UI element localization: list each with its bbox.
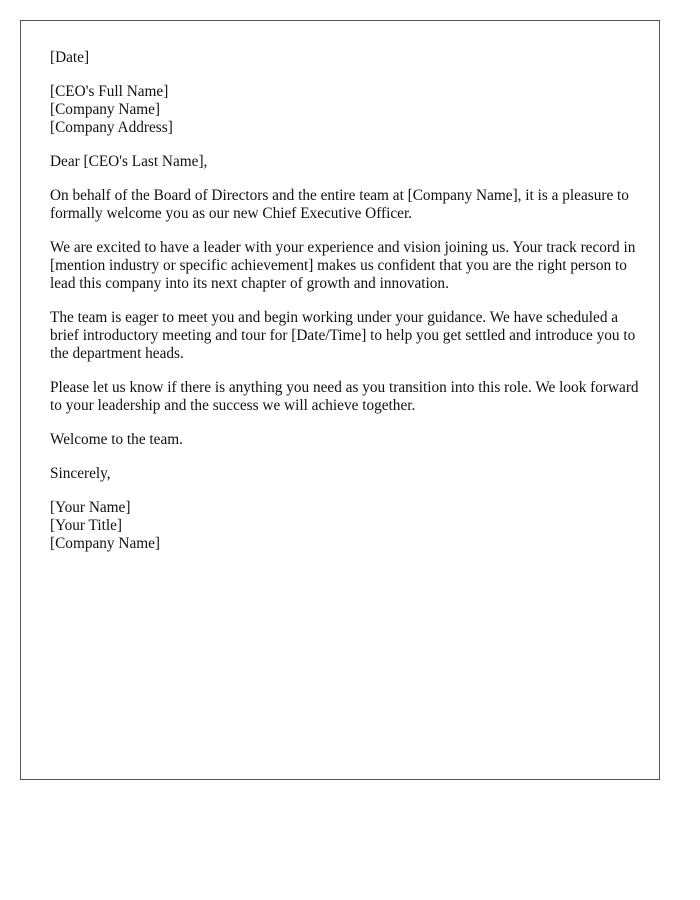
signature-title: [Your Title] [50, 517, 122, 534]
salutation-text: Dear [CEO's Last Name], [50, 153, 208, 170]
signature-name: [Your Name] [50, 499, 131, 516]
paragraph-meeting: The team is eager to meet you and begin working under your guidance. We have scheduled a brief introductory meeting and tour for [Date/Time] to help you get settled and introduce you to the department heads. [50, 309, 636, 362]
signature-company: [Company Name] [50, 535, 161, 552]
paragraph-welcome: On behalf of the Board of Directors and the entire team at [Company Name], it is a pleasure to formally welcome you as our new Chief Executive Officer. [50, 187, 629, 222]
letter-body [50, 49, 640, 569]
recipient-name: [CEO's Full Name] [50, 83, 169, 100]
letter-page [20, 20, 660, 780]
recipient-address: [Company Address] [50, 119, 173, 136]
letter-date: [Date] [50, 49, 90, 66]
signature-block [50, 499, 640, 553]
date-block [50, 49, 640, 67]
paragraph-confidence: We are excited to have a leader with your experience and vision joining us. Your track record in [mention industry or specific achievement] makes us confident that you are the right person to lead this company into its next chapter of growth and innovation. [50, 239, 636, 292]
paragraph-support: Please let us know if there is anything you need as you transition into this role. We look forward to your leadership and the success we will achieve together. [50, 379, 639, 414]
recipient-company: [Company Name] [50, 101, 161, 118]
salutation [50, 153, 640, 171]
closing [50, 465, 640, 483]
recipient-block [50, 83, 640, 137]
paragraph-closing-welcome: Welcome to the team. [50, 431, 183, 448]
closing-text: Sincerely, [50, 465, 111, 482]
